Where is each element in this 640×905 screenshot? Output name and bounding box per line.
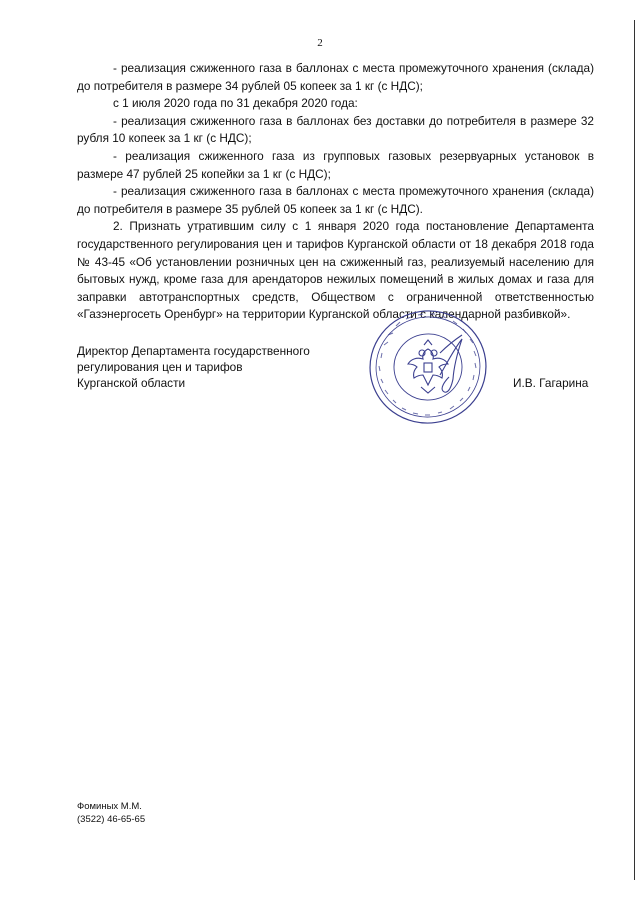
paragraph-repeal-clause: 2. Признать утратившим силу с 1 января 2020 года постановление Департамента государственного регулирования цен и тарифов Курганской области от 18 декабря 2018 года № 43-45 «Об установлении розничных цен на сжиженный газ, реализуемый населению для бытовых нужд, кроме газа для арендаторов нежилых помещений в жилых домах и газа для заправки автотранспортных средств, Обществом с ограниченной ответственностью «Газэнергосеть Оренбург» на территории Курганской области с календарной разбивкой». — [77, 219, 594, 322]
executor-info — [77, 800, 145, 826]
executor-phone: (3522) 46-65-65 — [77, 814, 146, 825]
paragraph-cylinder-no-delivery-32: - реализация сжиженного газа в баллонах без доставки до потребителя в размере 32 рубля 10 копеек за 1 кг (с НДС); — [77, 113, 594, 146]
paragraph-cylinder-storage-34: - реализация сжиженного газа в баллонах с места промежуточного хранения (склада) до потребителя в размере 34 рублей 05 копеек за 1 кг (с НДС); — [77, 61, 594, 93]
signatory-position — [77, 343, 310, 391]
document-body — [77, 60, 594, 324]
signatory-position-line: Курганской области — [77, 376, 186, 390]
paragraph-period-second-half-2020: с 1 июля 2020 года по 31 декабря 2020 года: — [113, 96, 358, 111]
paragraph-group-tank-47: - реализация сжиженного газа из групповых газовых резервуарных установок в размере 47 рублей 25 копейки за 1 кг (с НДС); — [77, 148, 594, 181]
page-edge-line — [634, 20, 635, 880]
executor-name: Фоминых М.М. — [77, 801, 142, 812]
signatory-name: И.В. Гагарина — [513, 376, 589, 390]
official-seal-stamp — [366, 305, 490, 429]
signatory-position-line: регулирования цен и тарифов — [77, 360, 243, 374]
page-number: 2 — [317, 37, 323, 49]
paragraph-cylinder-storage-35: - реализация сжиженного газа в баллонах с места промежуточного хранения (склада) до потребителя в размере 35 рублей 05 копеек за 1 кг (с НДС). — [77, 184, 594, 216]
signatory-position-line: Директор Департамента государственного — [77, 344, 310, 358]
